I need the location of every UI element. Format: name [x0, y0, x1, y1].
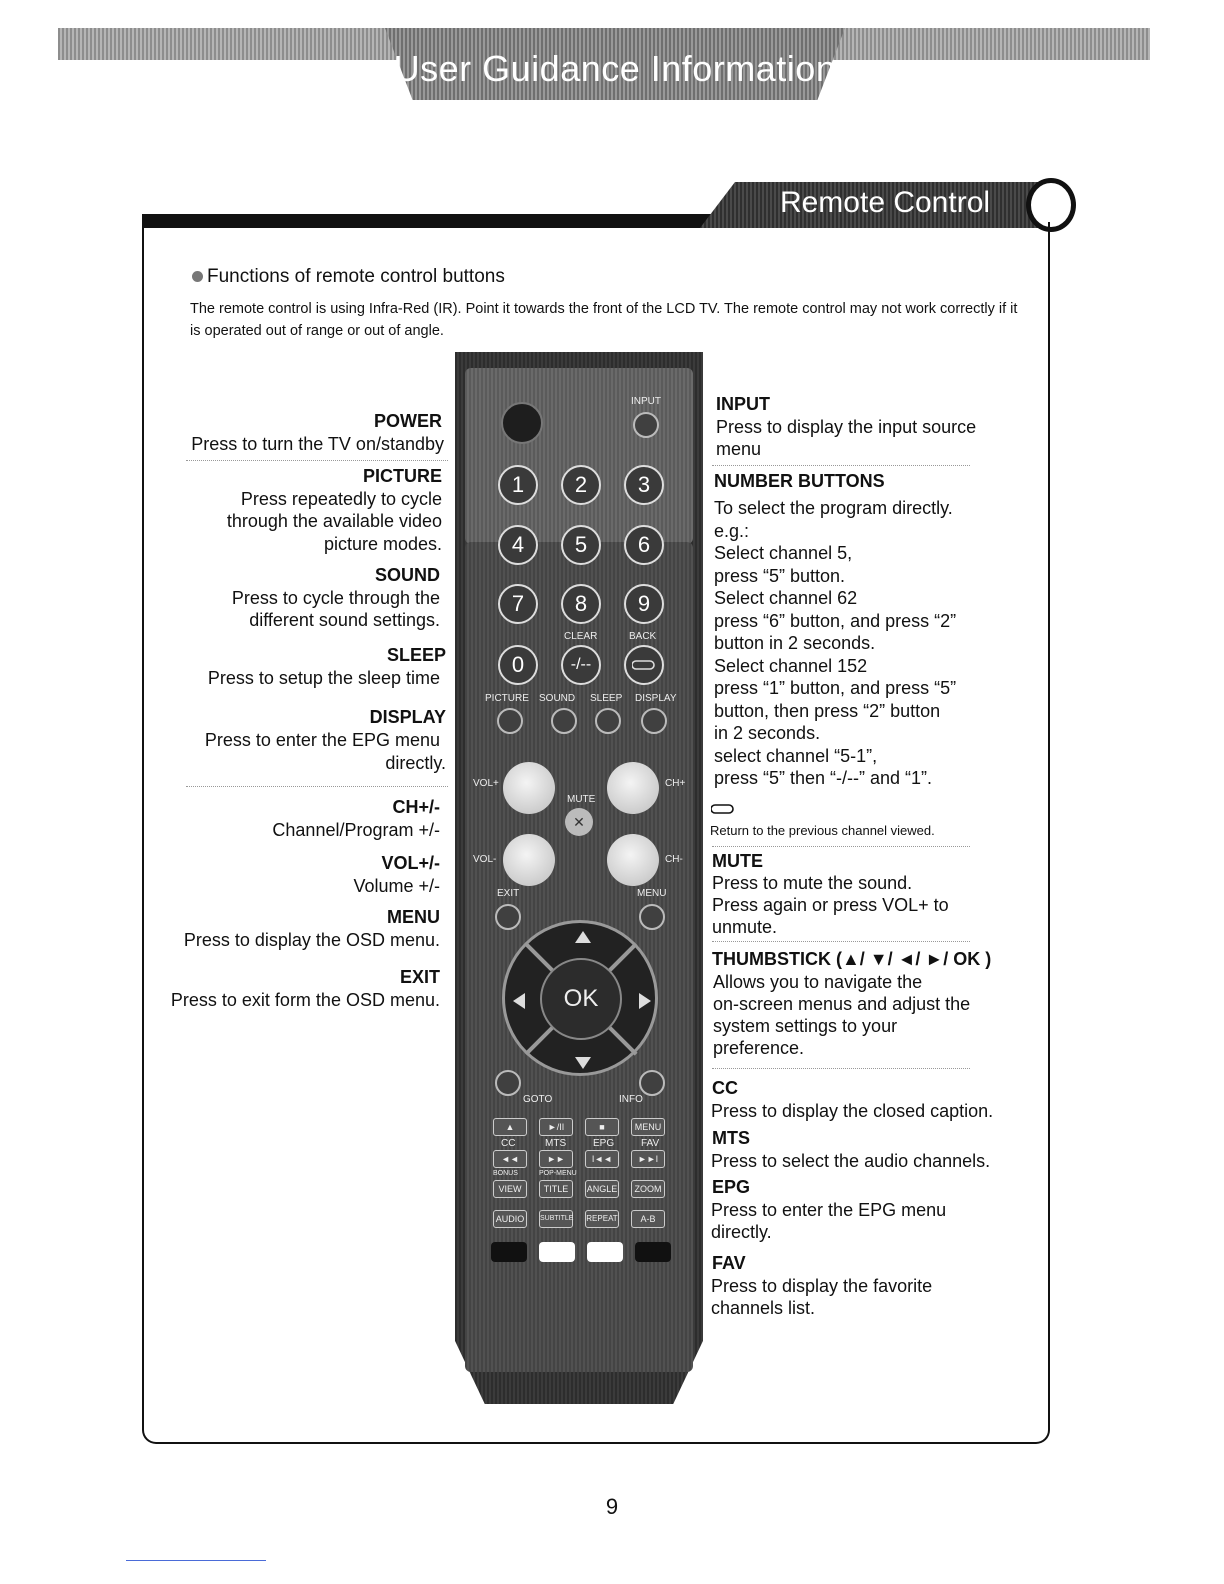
mute-desc-3: unmute. [712, 917, 778, 937]
media-btn-up: ▲ [493, 1118, 527, 1136]
fav-title: FAV [712, 1253, 746, 1273]
functions-heading-text: Functions of remote control buttons [207, 266, 505, 287]
mts-desc: Press to select the audio channels. [711, 1151, 991, 1171]
thumbstick-desc-2: on-screen menus and adjust the [713, 994, 971, 1014]
vol-up-button [503, 762, 555, 814]
media-btn-title: TITLE [539, 1180, 573, 1198]
menu-title: MENU [387, 907, 440, 927]
number-buttons-line: button in 2 seconds. [714, 633, 876, 653]
arrow-right-icon [639, 993, 651, 1009]
mute-speaker-icon: ✕ [573, 814, 585, 830]
media-btn-menu: MENU [631, 1118, 665, 1136]
banner-title: User Guidance Information [393, 48, 837, 89]
remote-info-label: INFO [619, 1094, 643, 1105]
functions-heading [192, 266, 505, 288]
num-1-button: 1 [498, 465, 538, 505]
number-buttons-line: button, then press “2” button [714, 700, 941, 721]
remote-bonus-label: BONUS [493, 1170, 518, 1177]
ch-down-button [607, 834, 659, 886]
info-button [639, 1070, 665, 1096]
number-buttons-line: press “5” button. [714, 565, 846, 586]
picture-desc-1: Press repeatedly to cycle [240, 489, 442, 509]
mute-desc-1: Press to mute the sound. [712, 873, 913, 893]
picture-desc-3: picture modes. [323, 534, 442, 554]
num-5-button: 5 [561, 525, 601, 565]
divider [712, 1068, 970, 1069]
footer-underline [126, 1560, 266, 1561]
divider [186, 460, 448, 461]
remote-sound-label: SOUND [539, 693, 576, 704]
back-return-icon [632, 658, 656, 672]
arrow-down-icon [575, 1057, 591, 1069]
menu-button [639, 904, 665, 930]
remote-picture-label: PICTURE [485, 693, 529, 704]
epg-desc-2: directly. [711, 1222, 772, 1242]
number-buttons-line: Select channel 62 [714, 588, 858, 608]
divider [712, 846, 970, 847]
sound-button [551, 708, 577, 734]
media-btn-stop: ■ [585, 1118, 619, 1136]
divider [186, 786, 448, 787]
dash-button: -/-- [561, 645, 601, 685]
input-button [633, 412, 659, 438]
remote-display-label: DISPLAY [635, 693, 677, 704]
media-btn-subtitle: SUBTITLE [539, 1210, 573, 1228]
media-btn-zoom: ZOOM [631, 1180, 665, 1198]
vol-desc: Volume +/- [353, 876, 440, 896]
color-button-3 [587, 1242, 623, 1262]
media-btn-angle: ANGLE [585, 1180, 619, 1198]
color-button-4 [635, 1242, 671, 1262]
remote-control-illustration [455, 352, 703, 1404]
num-0-button: 0 [498, 645, 538, 685]
ch-desc: Channel/Program +/- [272, 820, 440, 840]
remote-chp-label: CH+ [665, 778, 686, 789]
media-btn-play-pause: ►/II [539, 1118, 573, 1136]
color-button-1 [491, 1242, 527, 1262]
remote-mts-label: MTS [545, 1138, 567, 1149]
mute-title: MUTE [712, 851, 763, 871]
number-buttons-line: Select channel 5, [714, 543, 853, 563]
num-6-button: 6 [624, 525, 664, 565]
media-btn-ab: A-B [631, 1210, 665, 1228]
number-buttons-line: press “1” button, and press “5” [714, 678, 957, 698]
page-number: 9 [605, 1494, 619, 1519]
ch-title: CH+/- [392, 797, 440, 817]
number-buttons-line: select channel “5-1”, [714, 745, 878, 766]
display-button [641, 708, 667, 734]
sleep-button [595, 708, 621, 734]
exit-desc: Press to exit form the OSD menu. [170, 990, 440, 1010]
number-buttons-line: in 2 seconds. [714, 723, 821, 743]
number-buttons-line: press “5” then “-/--” and “1”. [714, 768, 933, 788]
exit-button [495, 904, 521, 930]
picture-desc-2: through the available video [226, 511, 442, 531]
arrow-up-icon [575, 931, 591, 943]
thumbstick-desc-4: preference. [713, 1038, 805, 1058]
divider [712, 941, 970, 942]
num-8-button: 8 [561, 584, 601, 624]
cc-title: CC [712, 1078, 738, 1098]
sound-title: SOUND [374, 565, 440, 585]
num-7-button: 7 [498, 584, 538, 624]
sleep-title: SLEEP [386, 645, 446, 665]
num-2-button: 2 [561, 465, 601, 505]
sound-desc-2: different sound settings. [249, 610, 440, 630]
cc-desc: Press to display the closed caption. [711, 1101, 994, 1121]
epg-desc-1: Press to enter the EPG menu [711, 1200, 947, 1220]
power-title: POWER [373, 411, 442, 431]
number-buttons-line: press “6” button, and press “2” [714, 610, 957, 631]
mute-button [565, 808, 593, 836]
number-buttons-desc [714, 497, 956, 790]
ok-button: OK [540, 958, 622, 1040]
intro-paragraph: The remote control is using Infra-Red (IR). Point it towards the front of the LCD TV. The remote control may not work correctly if it is operated out of range or out of angle. [190, 301, 1018, 339]
remote-chm-label: CH- [665, 854, 683, 865]
media-btn-prev: I◄◄ [585, 1150, 619, 1168]
remote-cc-label: CC [501, 1138, 516, 1149]
number-buttons-title: NUMBER BUTTONS [714, 471, 885, 491]
remote-back-label: BACK [629, 631, 657, 642]
display-desc-1: Press to enter the EPG menu [204, 730, 440, 750]
media-btn-audio: AUDIO [493, 1210, 527, 1228]
display-desc-2: directly. [385, 753, 446, 773]
vol-down-button [503, 834, 555, 886]
media-btn-next: ►►I [631, 1150, 665, 1168]
arrow-left-icon [513, 993, 525, 1009]
remote-fav-label: FAV [641, 1138, 660, 1149]
color-button-2 [539, 1242, 575, 1262]
epg-title: EPG [712, 1177, 751, 1197]
remote-volp-label: VOL+ [473, 778, 499, 789]
exit-title: EXIT [399, 967, 440, 987]
goto-button [495, 1070, 521, 1096]
remote-sleep-label: SLEEP [590, 693, 623, 704]
display-title: DISPLAY [369, 707, 446, 727]
remote-goto-label: GOTO [523, 1094, 553, 1105]
num-4-button: 4 [498, 525, 538, 565]
input-desc-1: Press to display the input source [716, 417, 977, 437]
number-buttons-line: Select channel 152 [714, 655, 868, 676]
back-desc: Return to the previous channel viewed. [710, 823, 935, 838]
number-buttons-line: e.g.: [714, 520, 750, 541]
num-9-button: 9 [624, 584, 664, 624]
mts-title: MTS [712, 1128, 750, 1148]
media-btn-repeat: REPEAT [585, 1210, 619, 1228]
back-button [624, 645, 664, 685]
section-title: Remote Control [779, 186, 991, 219]
thumbstick-desc-3: system settings to your [713, 1016, 898, 1036]
remote-volm-label: VOL- [473, 854, 497, 865]
power-button [501, 402, 543, 444]
back-return-icon [711, 802, 735, 816]
remote-mute-label: MUTE [567, 794, 596, 805]
menu-desc: Press to display the OSD menu. [183, 930, 440, 950]
sleep-desc: Press to setup the sleep time [207, 668, 440, 688]
remote-clear-label: CLEAR [564, 631, 598, 642]
bullet-icon [192, 271, 203, 282]
divider [712, 465, 970, 466]
thumbstick-dpad [502, 920, 658, 1076]
input-desc-2: menu [716, 439, 762, 459]
picture-title: PICTURE [362, 466, 442, 486]
remote-menu-label: MENU [637, 888, 667, 899]
remote-exit-label: EXIT [497, 888, 520, 899]
input-title: INPUT [716, 394, 770, 414]
media-btn-forward: ►► [539, 1150, 573, 1168]
ch-up-button [607, 762, 659, 814]
thumbstick-desc-1: Allows you to navigate the [713, 972, 923, 992]
num-3-button: 3 [624, 465, 664, 505]
mute-desc-2: Press again or press VOL+ to [712, 895, 949, 915]
picture-button [497, 708, 523, 734]
sound-desc-1: Press to cycle through the [231, 588, 440, 608]
remote-top-panel [465, 368, 693, 544]
number-buttons-line: To select the program directly. [714, 498, 953, 518]
vol-title: VOL+/- [381, 853, 440, 873]
thumbstick-title: THUMBSTICK (▲/ ▼/ ◄/ ►/ OK ) [712, 949, 992, 969]
fav-desc-1: Press to display the favorite [711, 1276, 933, 1296]
remote-popmenu-label: POP-MENU [539, 1170, 577, 1177]
remote-input-label: INPUT [631, 396, 661, 407]
remote-epg-label: EPG [593, 1138, 615, 1149]
power-desc: Press to turn the TV on/standby [191, 434, 444, 454]
media-btn-rewind: ◄◄ [493, 1150, 527, 1168]
fav-desc-2: channels list. [711, 1298, 816, 1318]
media-btn-view: VIEW [493, 1180, 527, 1198]
